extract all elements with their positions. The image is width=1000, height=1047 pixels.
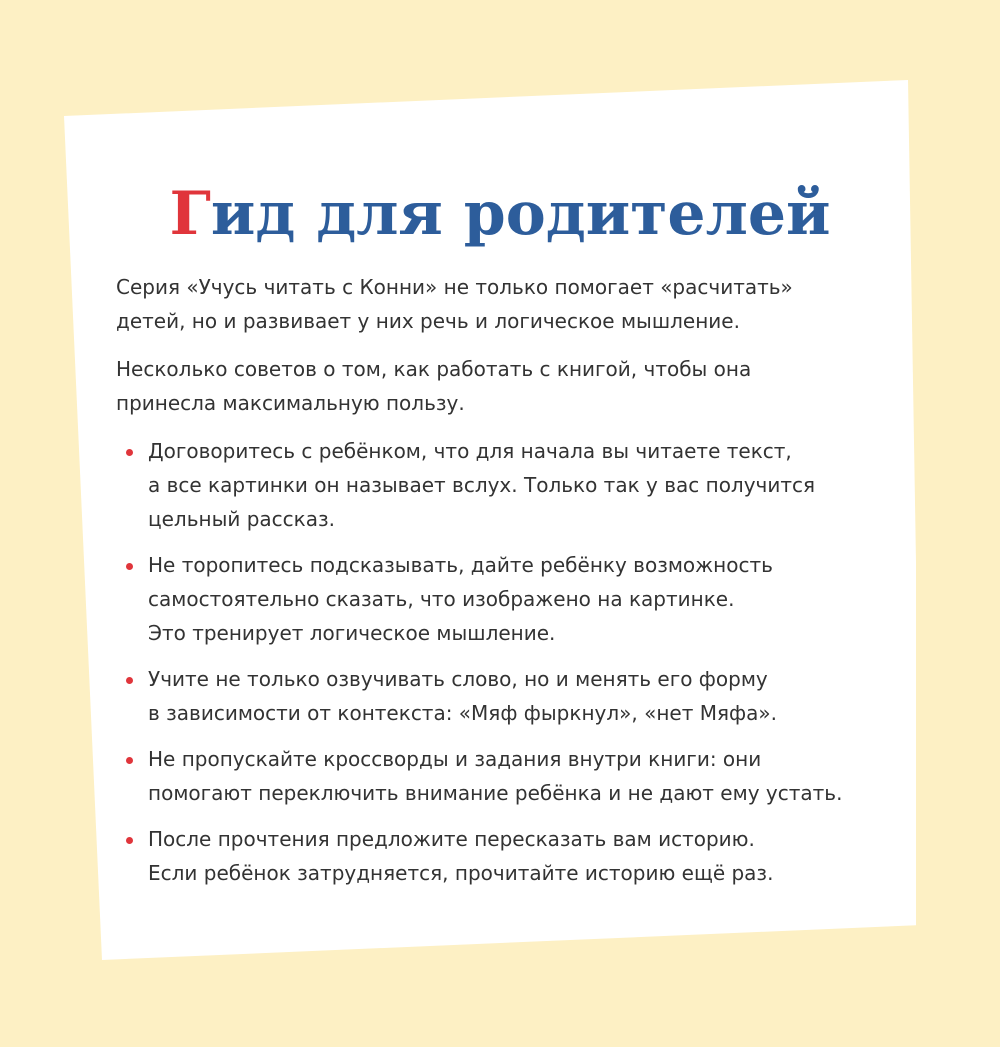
tip-text: После прочтения предложите пересказать вам историю. Если ребёнок затрудняется, прочитайте историю ещё раз.	[148, 827, 774, 885]
list-item	[116, 662, 886, 730]
list-item	[116, 434, 886, 536]
bullet-dot-icon	[126, 837, 133, 844]
bullet-dot-icon	[126, 449, 133, 456]
bullet-dot-icon	[126, 563, 133, 570]
bullet-dot-icon	[126, 677, 133, 684]
intro-paragraph: Серия «Учусь читать с Конни» не только помогает «расчитать» детей, но и развивает у них речь и логическое мышление.	[116, 275, 793, 333]
page-title	[0, 178, 1000, 250]
tip-text: Не пропускайте кроссворды и задания внутри книги: они помогают переключить внимание ребёнка и не дают ему устать.	[148, 747, 843, 805]
title-rest: ид для родителей	[210, 179, 831, 249]
list-item	[116, 742, 886, 810]
guide-content	[116, 270, 886, 890]
bullet-dot-icon	[126, 757, 133, 764]
list-item	[116, 822, 886, 890]
tip-text: Договоритесь с ребёнком, что для начала вы читаете текст, а все картинки он называет вслух. Только так у вас получится цельный рассказ.	[148, 439, 816, 531]
tips-list	[116, 434, 886, 890]
list-item	[116, 548, 886, 650]
title-first-letter: Г	[169, 179, 211, 249]
tip-text: Учите не только озвучивать слово, но и менять его форму в зависимости от контекста: «Мяф фыркнул», «нет Мяфа».	[148, 667, 777, 725]
advice-intro-paragraph: Несколько советов о том, как работать с книгой, чтобы она принесла максимальную пользу.	[116, 357, 752, 415]
tip-text: Не торопитесь подсказывать, дайте ребёнку возможность самостоятельно сказать, что изображено на картинке. Это тренирует логическое мышление.	[148, 553, 773, 645]
